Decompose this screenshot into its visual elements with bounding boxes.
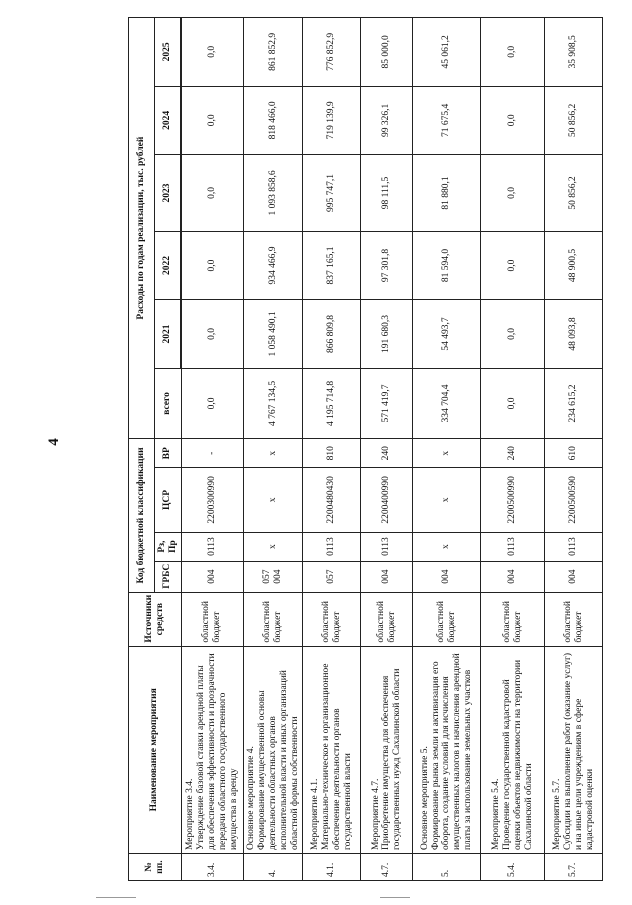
header-expenses: Расходы по годам реализации, тыс. рублей <box>129 18 155 439</box>
row-csr: 2200500990 <box>481 468 545 532</box>
row-vr: х <box>413 439 481 468</box>
table-row <box>481 18 545 881</box>
row-grbs: 004 <box>361 561 413 592</box>
row-name <box>303 646 361 853</box>
row-2022: 97 301,8 <box>361 231 413 299</box>
row-2023: 50 856,2 <box>545 155 603 232</box>
row-total: 0,0 <box>481 368 545 439</box>
table-row <box>545 18 603 881</box>
row-grbs: 004 <box>481 561 545 592</box>
row-name-text: Проведение государственной кадастровой оценки объектов недвижимости на территории Сахалинской области <box>502 659 534 851</box>
header-total: всего <box>155 368 182 439</box>
row-2025: 776 852,9 <box>303 18 361 87</box>
row-total: 234 615,2 <box>545 368 603 439</box>
row-total: 571 419,7 <box>361 368 413 439</box>
header-year: 2023 <box>155 155 181 232</box>
row-name-title: Мероприятие 5.7. <box>552 778 563 851</box>
table-row <box>361 18 413 881</box>
row-total: 334 704,4 <box>413 368 481 439</box>
row-number: 5. <box>413 854 481 881</box>
row-2021: 191 680,3 <box>361 300 413 368</box>
row-2023: 995 747,1 <box>303 155 361 232</box>
row-2022: 0,0 <box>481 231 545 299</box>
header-name: Наименование мероприятия <box>129 646 182 853</box>
row-vr: 810 <box>303 439 361 468</box>
row-name-title: Мероприятие 5.4. <box>491 778 502 851</box>
row-rz-pr: 0113 <box>361 532 413 561</box>
row-2021: 1 058 490,1 <box>243 300 303 368</box>
row-2023: 1 093 858,6 <box>243 155 303 232</box>
row-source: областной бюджет <box>361 592 413 646</box>
row-rz-pr: 0113 <box>481 532 545 561</box>
row-csr: 2200480430 <box>303 468 361 532</box>
row-name <box>413 646 481 853</box>
header-rz-pr: Рз, Пр <box>155 532 182 561</box>
scan-mark <box>380 897 410 898</box>
row-number: 4. <box>243 854 303 881</box>
row-source: областной бюджет <box>481 592 545 646</box>
row-2023: 81 880,1 <box>413 155 481 232</box>
row-csr: х <box>413 468 481 532</box>
row-2021: 48 093,8 <box>545 300 603 368</box>
header-year: 2021 <box>155 300 181 368</box>
row-total: 4 195 714,8 <box>303 368 361 439</box>
row-name-text: Утверждение базовой ставки арендной платы для обеспечения эффективности и прозрачности передачи областного государственного имущества в аренду <box>195 653 239 851</box>
row-name-title: Мероприятие 4.1. <box>310 778 321 851</box>
table-row <box>243 18 303 881</box>
row-csr: 2200400990 <box>361 468 413 532</box>
header-csr: ЦСР <box>155 468 182 532</box>
row-name <box>361 646 413 853</box>
row-name-title: Мероприятие 3.4. <box>185 778 196 851</box>
row-source: областной бюджет <box>545 592 603 646</box>
row-grbs: 057 004 <box>243 561 303 592</box>
row-2025: 861 852,9 <box>243 18 303 87</box>
row-name-text: Субсидии на выполнение работ (оказание услуг) и на иные цели учреждениям в сфере кадастровой оценки <box>563 652 595 851</box>
header-year: 2025 <box>155 18 181 87</box>
row-2024: 0,0 <box>181 86 243 154</box>
row-name <box>481 646 545 853</box>
row-name-title: Мероприятие 4.7. <box>370 778 381 851</box>
row-source: областной бюджет <box>303 592 361 646</box>
row-2022: 934 466,9 <box>243 231 303 299</box>
row-vr: 610 <box>545 439 603 468</box>
row-name-title: Основное мероприятие 5. <box>419 746 430 851</box>
row-vr: 240 <box>361 439 413 468</box>
row-source: областной бюджет <box>243 592 303 646</box>
row-vr: х <box>243 439 303 468</box>
rotated-table-container <box>128 17 622 881</box>
row-total: 4 767 134,5 <box>243 368 303 439</box>
row-2024: 99 326,1 <box>361 86 413 154</box>
row-name <box>545 646 603 853</box>
row-rz-pr: х <box>413 532 481 561</box>
row-2022: 0,0 <box>181 231 243 299</box>
scan-edge-marks <box>0 895 632 905</box>
row-2021: 0,0 <box>481 300 545 368</box>
row-source: областной бюджет <box>413 592 481 646</box>
header-year: 2024 <box>155 86 181 154</box>
row-csr: х <box>243 468 303 532</box>
row-csr: 2200300990 <box>181 468 243 532</box>
row-vr: - <box>181 439 243 468</box>
row-2022: 837 165,1 <box>303 231 361 299</box>
row-name-title: Основное мероприятие 4. <box>245 746 256 851</box>
header-sources: Источники средств <box>129 592 182 646</box>
row-name-text: Материально-техническое и организационное обеспечение деятельности органов государственной власти <box>321 663 353 851</box>
row-2022: 81 594,0 <box>413 231 481 299</box>
header-num: № пп. <box>129 854 182 881</box>
row-number: 5.4. <box>481 854 545 881</box>
row-name-text: Формирование имущественной основы деятельности областных органов исполнительной власти и иных организаций областной формы собственности <box>256 670 300 851</box>
header-vr: ВР <box>155 439 182 468</box>
row-2024: 71 675,4 <box>413 86 481 154</box>
row-rz-pr: 0113 <box>545 532 603 561</box>
row-name <box>243 646 303 853</box>
row-2025: 45 061,2 <box>413 18 481 87</box>
table-header-row-1 <box>129 18 155 881</box>
row-2025: 0,0 <box>181 18 243 87</box>
row-name-text: Приобретение имущества для обеспечения государственных нужд Сахалинской области <box>381 668 403 851</box>
row-grbs: 004 <box>413 561 481 592</box>
row-vr: 240 <box>481 439 545 468</box>
row-2024: 818 466,0 <box>243 86 303 154</box>
table-row <box>413 18 481 881</box>
table-row <box>181 18 243 881</box>
row-grbs: 057 <box>303 561 361 592</box>
header-budget-code: Код бюджетной классификации <box>129 439 155 592</box>
row-2022: 48 900,5 <box>545 231 603 299</box>
header-year: 2022 <box>155 231 181 299</box>
row-2025: 0,0 <box>481 18 545 87</box>
row-name-text: Формирование рынка земли и активизация его оборота, создание условий для исчисления имущественных налогов и начисления арендной платы за использование земельных участков <box>430 653 474 851</box>
header-grbs: ГРБС <box>155 561 182 592</box>
row-number: 4.7. <box>361 854 413 881</box>
row-2023: 98 111,5 <box>361 155 413 232</box>
row-2024: 719 139,9 <box>303 86 361 154</box>
row-csr: 2200500590 <box>545 468 603 532</box>
row-name <box>181 646 243 853</box>
row-rz-pr: 0113 <box>181 532 243 561</box>
row-2025: 85 000,0 <box>361 18 413 87</box>
row-rz-pr: 0113 <box>303 532 361 561</box>
row-grbs: 004 <box>181 561 243 592</box>
row-2024: 50 856,2 <box>545 86 603 154</box>
row-source: областной бюджет <box>181 592 243 646</box>
row-2021: 866 809,8 <box>303 300 361 368</box>
row-2025: 35 908,5 <box>545 18 603 87</box>
budget-table <box>128 17 603 881</box>
row-total: 0,0 <box>181 368 243 439</box>
row-2021: 0,0 <box>181 300 243 368</box>
row-rz-pr: х <box>243 532 303 561</box>
row-2023: 0,0 <box>181 155 243 232</box>
row-number: 3.4. <box>181 854 243 881</box>
page-number: 4 <box>46 438 62 446</box>
row-2021: 54 493,7 <box>413 300 481 368</box>
row-number: 5.7. <box>545 854 603 881</box>
scan-mark <box>96 897 136 898</box>
row-2024: 0,0 <box>481 86 545 154</box>
row-2023: 0,0 <box>481 155 545 232</box>
row-number: 4.1. <box>303 854 361 881</box>
row-grbs: 004 <box>545 561 603 592</box>
table-row <box>303 18 361 881</box>
